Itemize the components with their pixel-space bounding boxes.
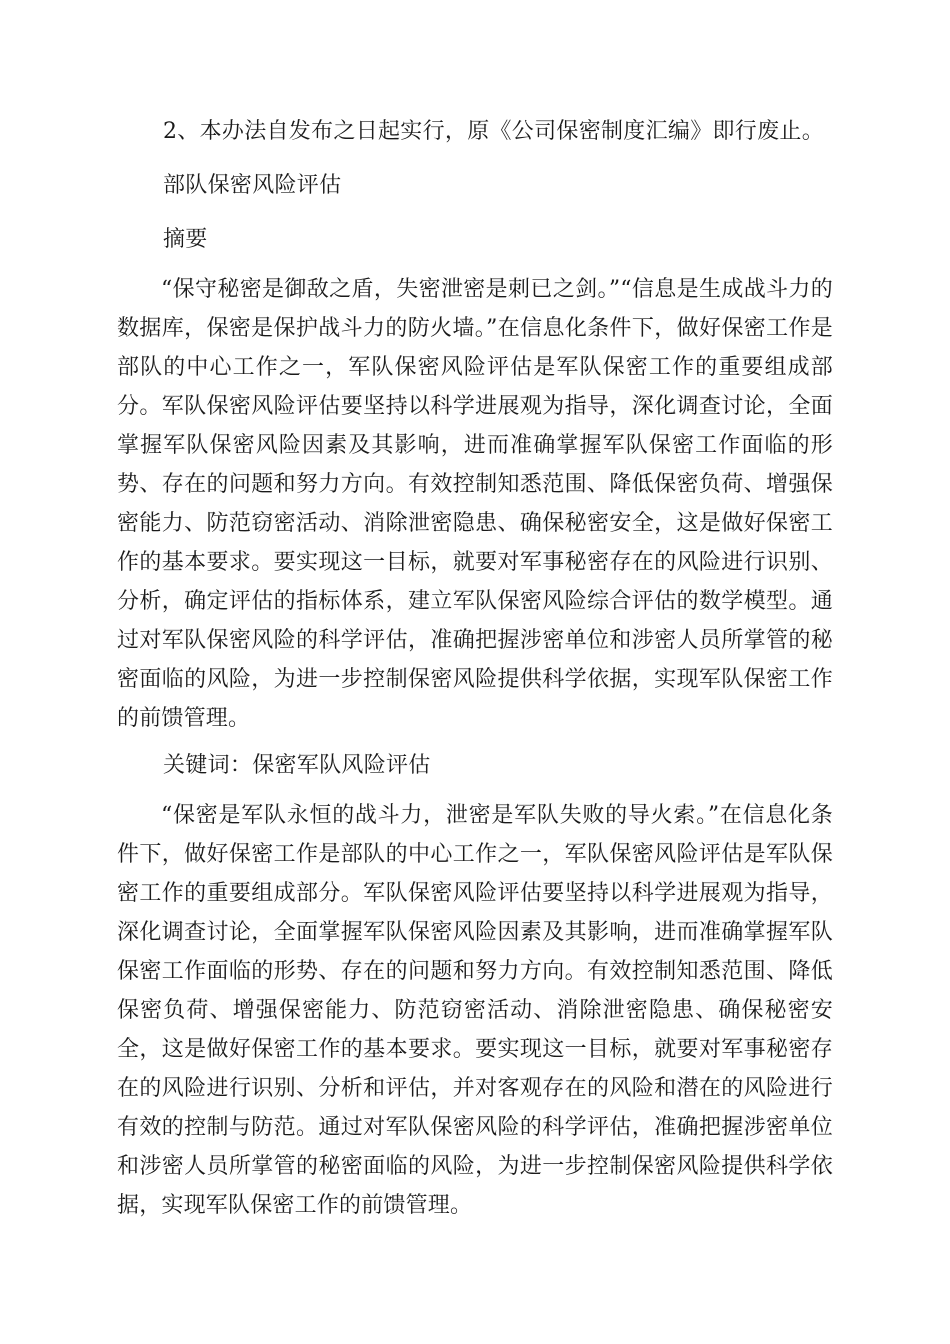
abstract-paragraph: “保守秘密是御敌之盾，失密泄密是刺已之剑。”“信息是生成战斗力的数据库，保密是保护战斗力的防火墙。”在信息化条件下，做好保密工作是部队的中心工作之一，军队保密风险评估是军队保密工作的重要组成部分。军队保密风险评估要坚持以科学进展观为指导，深化调查讨论，全面掌握军队保密风险因素及其影响，进而准确掌握军队保密工作面临的形势、存在的问题和努力方向。有效控制知悉范围、降低保密负荷、增强保密能力、防范窃密活动、消除泄密隐患、确保秘密安全，这是做好保密工作的基本要求。要实现这一目标，就要对军事秘密存在的风险进行识别、分析，确定评估的指标体系，建立军队保密风险综合评估的数学模型。通过对军队保密风险的科学评估，准确把握涉密单位和涉密人员所掌管的秘密面临的风险，为进一步控制保密风险提供科学依据，实现军队保密工作的前馈管理。 xyxy=(117,277,833,731)
article-title: 部队保密风险评估 xyxy=(163,173,342,198)
abstract-heading: 摘要 xyxy=(163,227,208,252)
body-paragraph: “保密是军队永恒的战斗力，泄密是军队失败的导火索。”在信息化条件下，做好保密工作是部队的中心工作之一，军队保密风险评估是军队保密工作的重要组成部分。军队保密风险评估要坚持以科学进展观为指导，深化调查讨论，全面掌握军队保密风险因素及其影响，进而准确掌握军队保密工作面临的形势、存在的问题和努力方向。有效控制知悉范围、降低保密负荷、增强保密能力、防范窃密活动、消除泄密隐患、确保秘密安全，这是做好保密工作的基本要求。要实现这一目标，就要对军事秘密存在的风险进行识别、分析和评估，并对客观存在的风险和潜在的风险进行有效的控制与防范。通过对军队保密风险的科学评估，准确把握涉密单位和涉密人员所掌管的秘密面临的风险，为进一步控制保密风险提供科学依据，实现军队保密工作的前馈管理。 xyxy=(117,803,833,1218)
keywords-line: 关键词：保密军队风险评估 xyxy=(163,753,431,778)
regulation-clause: 2、本办法自发布之日起实行，原《公司保密制度汇编》即行废止。 xyxy=(163,119,824,144)
